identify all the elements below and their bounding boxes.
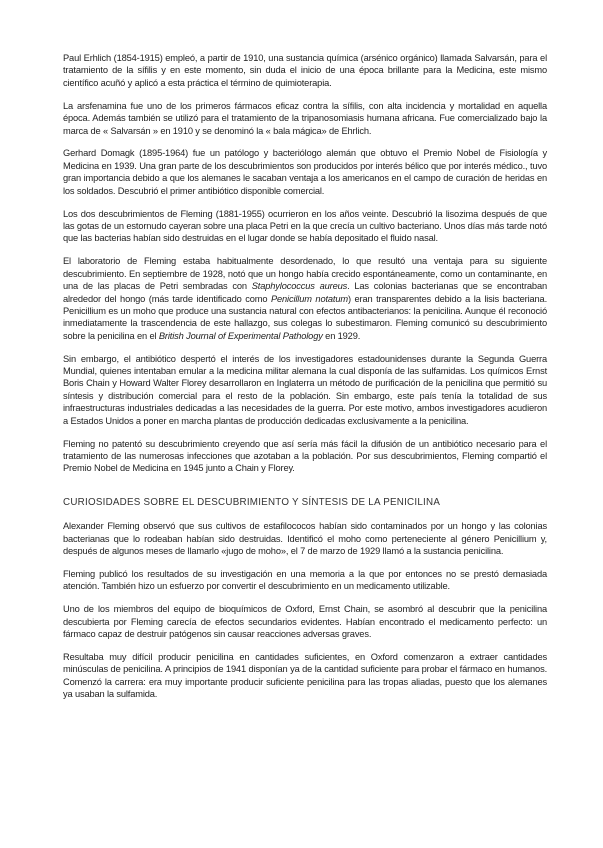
paragraph-arsfenamina: La arsfenamina fue uno de los primeros fármacos eficaz contra la sífilis, con alta incidencia y mortalidad en aquella época. Además también se utilizó para el tratamiento de la tripanosomiasis humana africana. Fue comercializado bajo la marca de « Salvarsán » en 1910 y se denominó la « bala mágica» de Ehrlich. <box>63 100 547 136</box>
italic-term: Penicillum notatum <box>270 293 348 304</box>
italic-term: Staphylococcus aureus <box>251 281 348 292</box>
paragraph-patente: Fleming no patentó su descubrimiento creyendo que así sería más fácil la difusión de un antibiótico necesario para el tratamiento de las numerosas infecciones que azotaban a la población. Por sus descubrimientos, Fleming compartió el Premio Nobel de Medicina en 1945 junto a Chain y Florey. <box>63 438 547 474</box>
paragraph-chain-florey: Sin embargo, el antibiótico despertó el interés de los investigadores estadounidenses durante la Segunda Guerra Mundial, quienes intentaban emular a la medicina militar alemana la cual disponía de las sulfamidas. Los químicos Ernst Boris Chain y Howard Walter Florey desarrollaron en Inglaterra un método de purificación de la penicilina que permitió su síntesis y distribución comercial para el resto de la población. Sin embargo, este país tenía la totalidad de sus infraestructuras industriales dedicadas a las necesidades de la guerra. Por este motivo, ambos investigadores acudieron a Estados Unidos a poner en marcha plantas de producción dedicadas exclusivamente a la penicilina. <box>63 353 547 426</box>
paragraph-domagk: Gerhard Domagk (1895-1964) fue un patólogo y bacteriólogo alemán que obtuvo el Premio Nobel de Fisiología y Medicina en 1939. Una gran parte de los descubrimientos son producidos por interés bélico que por interés médico., tuvo gran importancia debido a que los alemanes le sacaban ventaja a los americanos en el campo de curación de heridas en los soldados. Descubrió el primer antibiótico disponible comercial. <box>63 148 547 196</box>
paragraph-fleming-lisozima: Los dos descubrimientos de Fleming (1881-1955) ocurrieron en los años veinte. Descubrió la lisozima después de que las gotas de un estornudo cayeran sobre una placa Petri en la que crecía un cultivo bacteriano. Unos días más tarde notó que las bacterias habían sido destruidas en el lugar donde se había depositado el fluido nasal. <box>63 208 547 244</box>
section-heading: CURIOSIDADES SOBRE EL DESCUBRIMIENTO Y SÍNTESIS DE LA PENICILINA <box>63 496 441 508</box>
paragraph-curiosidad-1: Alexander Fleming observó que sus cultivos de estafilococos habían sido contaminados por un hongo y las colonias bacterianas que lo rodeaban habían sido destruidas. Identificó el moho como perteneciente al género Penicillium y, después de algunos meses de llamarlo «jugo de moho», el 7 de marzo de 1929 llamó a la sustancia penicilina. <box>63 521 547 556</box>
paragraph-fleming-laboratorio: El laboratorio de Fleming estaba habitualmente desordenado, lo que resultó una ventaja para su siguiente descubrimiento. En septiembre de 1928, notó que un hongo había crecido espontáneamente, como un contaminante, en una de las placas de Petri sembradas con Staphylococcus aureus. Las colonias bacterianas que se encontraban alrededor del hongo (más tarde identificado como Penicillum notatum) eran transparentes debido a la lisis bacteriana. Penicillium es un moho que produce una sustancia natural con efectos antibacterianos: la penicilina. Aunque él reconoció inmediatamente la trascendencia de este hallazgo, sus colegas lo subestimaron. Fleming comunicó su descubrimiento sobre la penicilina en el British Journal of Experimental Pathology en 1929. <box>63 256 547 341</box>
section-history <box>63 52 547 475</box>
section-curiosidades <box>63 520 547 700</box>
paragraph-curiosidad-4: Resultaba muy difícil producir penicilina en cantidades suficientes, en Oxford comenzaron a extraer cantidades minúsculas de penicilina. A principios de 1941 disponían ya de la cantidad suficiente para probar el fármaco en humanos. Comenzó la carrera: era muy importante producir suficiente penicilina para las tropas aliadas, puesto que los alemanes ya usaban la sulfamida. <box>63 651 547 700</box>
paragraph-ehrlich: Paul Erhlich (1854-1915) empleó, a partir de 1910, una sustancia química (arsénico orgánico) llamada Salvarsán, para el tratamiento de la sífilis y en este momento, sin duda el inicio de una época brillante para la Medicina, este mismo científico acuñó y aplicó a esta práctica el término de quimioterapia. <box>63 53 547 88</box>
italic-journal: British Journal of Experimental Pathology <box>158 330 323 341</box>
paragraph-curiosidad-2: Fleming publicó los resultados de su investigación en una memoria a la que por entonces no se prestó demasiada atención. También hizo un esfuerzo por convertir el descubrimiento en un medicamento utilizable. <box>63 568 547 592</box>
paragraph-curiosidad-3: Uno de los miembros del equipo de bioquímicos de Oxford, Ernst Chain, se asombró al descubrir que la penicilina descubierta por Fleming carecía de efectos secundarios evidentes. Habían encontrado el medicamento perfecto: un fármaco capaz de destruir patógenos sin causar reacciones adversas graves. <box>63 604 547 640</box>
